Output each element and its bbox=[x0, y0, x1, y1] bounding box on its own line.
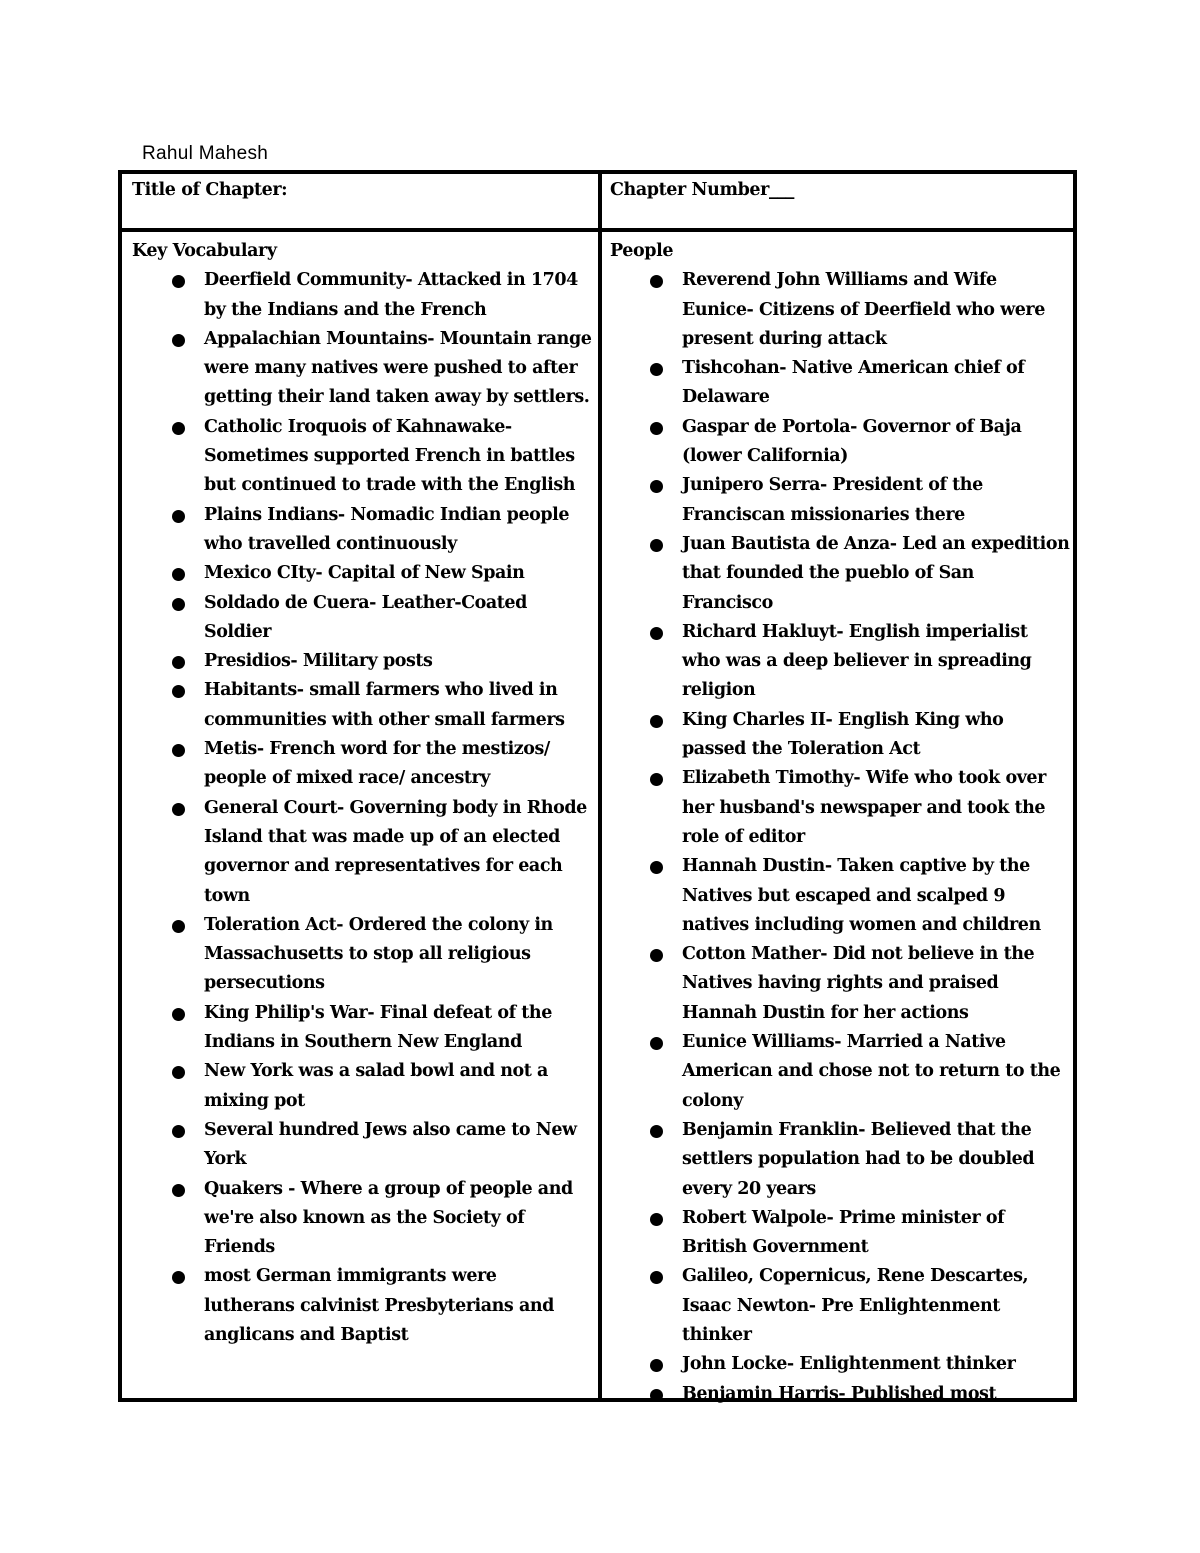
vocabulary-item: Several hundred Jews also came to New York bbox=[132, 1116, 592, 1175]
bullet-icon bbox=[650, 715, 663, 728]
bullet-icon bbox=[172, 1184, 185, 1197]
people-item: Juan Bautista de Anza- Led an expedition that founded the pueblo of San Francisco bbox=[610, 530, 1070, 618]
vocabulary-item: Mexico CIty- Capital of New Spain bbox=[132, 559, 592, 588]
people-item: Richard Hakluyt- English imperialist who was a deep believer in spreading religion bbox=[610, 618, 1070, 706]
people-item: John Locke- Enlightenment thinker bbox=[610, 1350, 1070, 1379]
bullet-icon bbox=[650, 861, 663, 874]
vocabulary-item: Toleration Act- Ordered the colony in Massachusetts to stop all religious persecutions bbox=[132, 911, 592, 999]
vocabulary-item: King Philip's War- Final defeat of the Indians in Southern New England bbox=[132, 999, 592, 1058]
people-item: Gaspar de Portola- Governor of Baja (lower California) bbox=[610, 413, 1070, 472]
bullet-icon bbox=[172, 422, 185, 435]
bullet-icon bbox=[650, 1037, 663, 1050]
bullet-icon bbox=[172, 920, 185, 933]
vocabulary-item: most German immigrants were lutherans calvinist Presbyterians and anglicans and Baptist bbox=[132, 1262, 592, 1350]
bullet-icon bbox=[650, 539, 663, 552]
vocabulary-list bbox=[132, 266, 592, 1350]
chapter-title-label: Title of Chapter: bbox=[132, 180, 288, 200]
bullet-icon bbox=[650, 1125, 663, 1138]
bullet-icon bbox=[172, 1125, 185, 1138]
bullet-icon bbox=[172, 656, 185, 669]
bullet-icon bbox=[172, 744, 185, 757]
notes-table bbox=[118, 170, 1077, 1402]
people-item: Eunice Williams- Married a Native American and chose not to return to the colony bbox=[610, 1028, 1070, 1116]
people-item: Tishcohan- Native American chief of Delaware bbox=[610, 354, 1070, 413]
author-name: Rahul Mahesh bbox=[142, 143, 269, 164]
people-item: Robert Walpole- Prime minister of British Government bbox=[610, 1204, 1070, 1263]
vocabulary-item: Plains Indians- Nomadic Indian people who travelled continuously bbox=[132, 501, 592, 560]
people-item: Benjamin Harris- Published most bbox=[610, 1380, 1070, 1409]
bullet-icon bbox=[172, 1271, 185, 1284]
people-item: Cotton Mather- Did not believe in the Natives having rights and praised Hannah Dustin for her actions bbox=[610, 940, 1070, 1028]
vocabulary-item: Appalachian Mountains- Mountain range were many natives were pushed to after getting their land taken away by settlers. bbox=[132, 325, 592, 413]
people-item: King Charles II- English King who passed the Toleration Act bbox=[610, 706, 1070, 765]
bullet-icon bbox=[172, 510, 185, 523]
header-divider bbox=[122, 228, 1073, 232]
bullet-icon bbox=[650, 627, 663, 640]
bullet-icon bbox=[650, 949, 663, 962]
vocabulary-item: Quakers - Where a group of people and we're also known as the Society of Friends bbox=[132, 1175, 592, 1263]
bullet-icon bbox=[650, 275, 663, 288]
bullet-icon bbox=[172, 568, 185, 581]
bullet-icon bbox=[650, 1359, 663, 1372]
bullet-icon bbox=[650, 773, 663, 786]
vocabulary-item: Presidios- Military posts bbox=[132, 647, 592, 676]
bullet-icon bbox=[650, 1271, 663, 1284]
people-item: Galileo, Copernicus, Rene Descartes, Isaac Newton- Pre Enlightenment thinker bbox=[610, 1262, 1070, 1350]
bullet-icon bbox=[650, 1389, 663, 1402]
vocabulary-item: General Court- Governing body in Rhode Island that was made up of an elected governor and representatives for each town bbox=[132, 794, 592, 911]
bullet-icon bbox=[172, 1008, 185, 1021]
vocabulary-item: Metis- French word for the mestizos/ people of mixed race/ ancestry bbox=[132, 735, 592, 794]
people-item: Hannah Dustin- Taken captive by the Natives but escaped and scalped 9 natives including women and children bbox=[610, 852, 1070, 940]
people-column bbox=[610, 237, 1070, 1409]
bullet-icon bbox=[650, 480, 663, 493]
bullet-icon bbox=[172, 803, 185, 816]
people-list bbox=[610, 266, 1070, 1409]
bullet-icon bbox=[650, 1213, 663, 1226]
vocabulary-item: Habitants- small farmers who lived in communities with other small farmers bbox=[132, 676, 592, 735]
bullet-icon bbox=[172, 334, 185, 347]
people-item: Reverend John Williams and Wife Eunice- Citizens of Deerfield who were present during attack bbox=[610, 266, 1070, 354]
bullet-icon bbox=[172, 598, 185, 611]
column-divider bbox=[598, 174, 602, 1398]
people-item: Junipero Serra- President of the Franciscan missionaries there bbox=[610, 471, 1070, 530]
chapter-number-label: Chapter Number___ bbox=[610, 180, 795, 200]
vocabulary-item: Catholic Iroquois of Kahnawake- Sometimes supported French in battles but continued to trade with the English bbox=[132, 413, 592, 501]
people-heading: People bbox=[610, 241, 674, 261]
bullet-icon bbox=[172, 1066, 185, 1079]
bullet-icon bbox=[650, 363, 663, 376]
bullet-icon bbox=[650, 422, 663, 435]
people-item: Benjamin Franklin- Believed that the settlers population had to be doubled every 20 years bbox=[610, 1116, 1070, 1204]
vocabulary-item: Soldado de Cuera- Leather-Coated Soldier bbox=[132, 589, 592, 648]
people-item: Elizabeth Timothy- Wife who took over her husband's newspaper and took the role of editor bbox=[610, 764, 1070, 852]
bullet-icon bbox=[172, 275, 185, 288]
vocabulary-heading: Key Vocabulary bbox=[132, 241, 277, 261]
vocabulary-item: New York was a salad bowl and not a mixing pot bbox=[132, 1057, 592, 1116]
vocabulary-column bbox=[132, 237, 592, 1350]
vocabulary-item: Deerfield Community- Attacked in 1704 by the Indians and the French bbox=[132, 266, 592, 325]
bullet-icon bbox=[172, 685, 185, 698]
